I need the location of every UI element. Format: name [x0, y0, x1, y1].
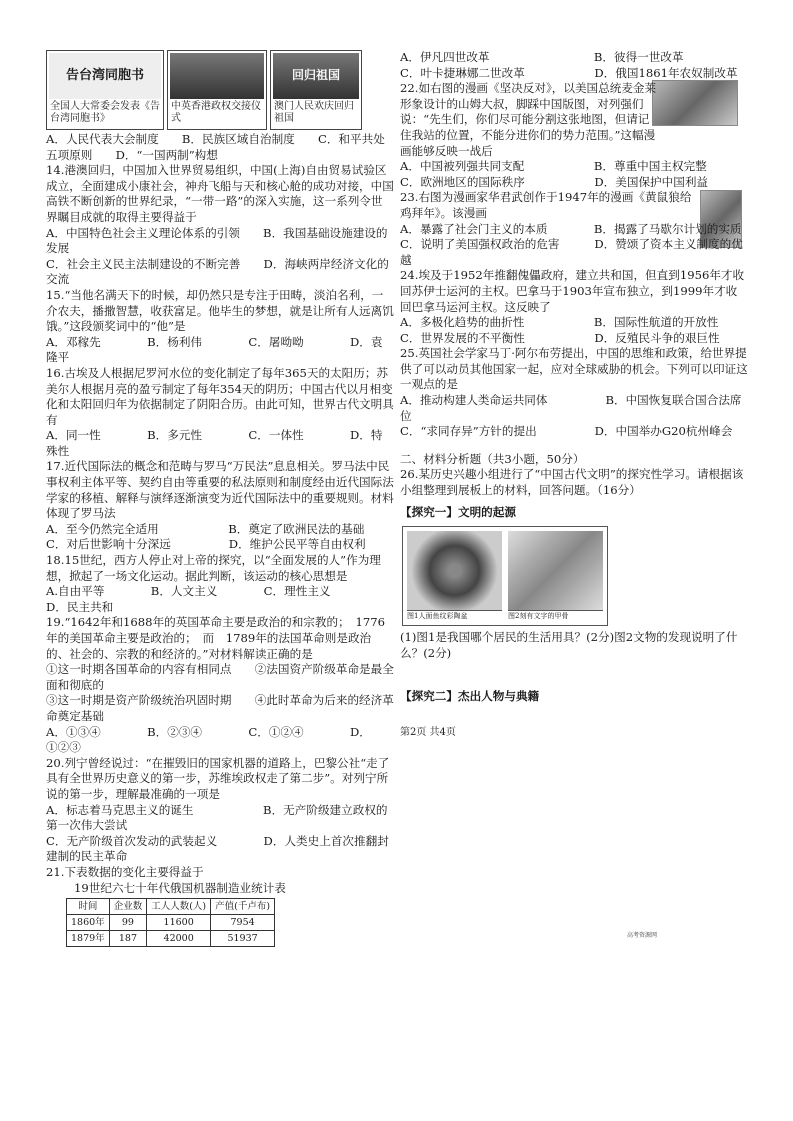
- explore-one-heading: 【探究一】文明的起源: [400, 504, 516, 519]
- option-line: A．伊凡四世改革 B．彼得一世改革: [400, 50, 684, 64]
- option-line: A．①③④ B．②③④ C．①②④ D．①②③: [46, 724, 371, 755]
- table-cell: 42000: [147, 931, 211, 947]
- left-column: [46, 50, 394, 947]
- stats-table: [66, 898, 275, 947]
- option-line: C．世界发展的不平衡性 D．反殖民斗争的艰巨性: [400, 330, 720, 345]
- table-header: 时间: [67, 899, 110, 915]
- question-22: 22.如右图的漫画《坚决反对》，以美国总统麦金莱形象设计的山姆大叔，脚踩中国版图，对列强们说：“先生们，你们尽可能分割这张地图，但请记住我站的位置，不能分进你们的势力范围。”这幅漫画能够反映一战后: [400, 81, 657, 158]
- statement-line: ③这一时期是资产阶级统治巩固时期 ④此时革命为后来的经济革命奠定基础: [46, 693, 394, 723]
- question-23: 23.右图为漫画家华君武创作于1947年的漫画《黄鼠狼给鸡拜年》。该漫画: [400, 190, 692, 220]
- question-14: 14.港澳回归，中国加入世界贸易组织，中国(上海)自由贸易试验区成立，全面建成小康社会，神舟飞船与天和核心舱的成功对接，中国高铁不断创新的世界纪录，“一带一路”的深入实施，这一系列令世界瞩目成就的取得主要得益于: [46, 163, 394, 224]
- source-stamp: 高考资源网: [627, 932, 658, 939]
- option-line: C．社会主义民主法制建设的不断完善 D．海峡两岸经济文化的交流: [46, 256, 389, 287]
- photo-caption: 中英香港政权交接仪式: [168, 99, 266, 129]
- table-header: 产值(千卢布): [211, 899, 275, 915]
- pottery-basin-image: [407, 531, 502, 610]
- table-cell: 1879年: [67, 931, 110, 947]
- photo-macau-return: [270, 50, 362, 130]
- option-line: C．无产阶级首次发动的武装起义 D．人类史上首次推翻封建制的民主革命: [46, 833, 389, 864]
- photo-caption: 全国人大常委会发表《告台湾同胞书》: [47, 99, 163, 129]
- oracle-bone-image: [508, 531, 603, 610]
- statement-line: ①这一时期各国革命的内容有相同点 ②法国资产阶级革命是最全面和彻底的: [46, 662, 394, 692]
- table-header: 工人人数(人): [147, 899, 211, 915]
- section-heading: 二、材料分析题（共3小题，50分）: [400, 451, 585, 466]
- option-line: A．至今仍然完全适用 B．奠定了欧洲民法的基础: [46, 521, 365, 536]
- option-line: A．同一性 B．多元性 C．一体性 D．特殊性: [46, 428, 383, 458]
- question-25: 25.英国社会学家马丁·阿尔布劳提出，中国的思维和政策，给世界提供了可以动员其他国家一起，应对全球威胁的机会。下列可以印证这一观点的是: [400, 346, 748, 392]
- figure-pottery-basin: [407, 531, 502, 621]
- line: A．人民代表大会制度 B．民族区域自治制度 C．和平共处五项原则 D．“一国两制”构想: [46, 132, 385, 162]
- photo-taiwan-letter: [46, 50, 164, 130]
- table-cell: 11600: [147, 915, 211, 931]
- page-number: 第2页 共4页: [400, 727, 456, 738]
- photo-hk-handover: [167, 50, 267, 130]
- option-line: A．暴露了社会门主义的本质 B．揭露了马歇尔计划的实质: [400, 221, 742, 236]
- question-26: 26.某历史兴趣小组进行了“中国古代文明”的探究性学习。请根据该小组整理到展板上的材料，回答问题。（16分）: [400, 467, 744, 498]
- table-header: 企业数: [109, 899, 147, 915]
- table-row: [67, 931, 275, 947]
- option-line: A.自由平等 B．人文主义 C．理性主义 D．民主共和: [46, 584, 377, 614]
- option-line: C．对后世影响十分深远 D．维护公民平等自由权利: [46, 537, 366, 552]
- explore-two-heading: 【探究二】杰出人物与典籍: [400, 689, 540, 704]
- question-16: 16.古埃及人根据尼罗河水位的变化制定了每年365天的太阳历；苏美尔人根据月亮的盈亏制定了每年354天的阴历；中国古代以月相变化和太阳回归年为依据制定了阴阳合历。由此可知，世界古代文明具有: [46, 365, 394, 427]
- option-line: A．邓稼先 B．杨利伟 C．屠呦呦 D．袁隆平: [46, 334, 383, 365]
- question-20: 20.列宁曾经说过：“在摧毁旧的国家机器的道路上，巴黎公社“走了具有全世界历史意义的第一步，苏维埃政权走了第二步”。对列宁所说的第一步，理解最准确的一项是: [46, 755, 390, 801]
- option-line: A．中国特色社会主义理论体系的引领 B．我国基础设施建设的发展: [46, 225, 388, 256]
- banner-text: 回归祖国: [273, 53, 359, 99]
- table-title: 19世纪六七十年代俄国机器制造业统计表: [74, 880, 286, 895]
- option-line: A．推动构建人类命运共同体 B．中国恢复联合国合法席位: [400, 393, 742, 423]
- figure-caption: 图2刻有文字的甲骨: [508, 610, 603, 621]
- option-line: C．欧洲地区的国际秩序 D．美国保护中国利益: [400, 174, 709, 189]
- newspaper-headline: 告台湾同胞书: [49, 53, 161, 99]
- table-cell: 7954: [211, 915, 275, 931]
- question-24: 24.埃及于1952年推翻傀儡政府，建立共和国，但直到1956年才收回苏伊士运河的主权。巴拿马于1903年宣布独立，到1999年才收回巴拿马运河主权。这反映了: [400, 268, 745, 314]
- option-line: C．叶卡捷琳娜二世改革 D．俄国1861年农奴制改革: [400, 65, 738, 80]
- right-column: [400, 50, 748, 705]
- question-21: 21.下表数据的变化主要得益于: [46, 864, 204, 879]
- table-header-row: [67, 899, 275, 915]
- table-row: [67, 915, 275, 931]
- table-cell: 1860年: [67, 915, 110, 931]
- figure-oracle-bone: [508, 531, 603, 621]
- option-line: C．说明了美国强权政治的危害 D．赞颂了资本主义制度的优越: [400, 237, 743, 267]
- option-line: A．多极化趋势的曲折性 B．国际性航道的开放性: [400, 315, 719, 330]
- option-line: C．“求同存异”方针的提出 D．中国举办G20杭州峰会: [400, 424, 733, 439]
- question-18: 18.15世纪，西方人停止对上帝的探究，以“全面发展的人”作为理想，掀起了一场文化运动。据此判断，该运动的核心思想是: [46, 553, 381, 583]
- photo-image: [170, 53, 264, 99]
- option-line: A．中国被列强共同支配 B．尊重中国主权完整: [400, 159, 707, 174]
- question-17: 17.近代国际法的概念和范畴与罗马“万民法”息息相关。罗马法中民事权利主体平等、契约自由等重要的私法原则和制度经由近代国际法学家的移植、解释与演绎逐渐演变为近代国际法中的重要规则。材料体现了罗马法: [46, 459, 394, 521]
- sub-question-1: (1)图1是我国哪个居民的生活用具？(2分)图2文物的发现说明了什么？(2分): [400, 630, 738, 660]
- figure-panel: [402, 526, 608, 626]
- option-line: A．标志着马克思主义的诞生 B．无产阶级建立政权的第一次伟大尝试: [46, 802, 388, 833]
- question-15: 15.“当他名满天下的时候，却仍然只是专注于田畴，淡泊名利，一介农夫，播撒智慧，收获富足。他毕生的梦想，就是让所有人远离饥饿。”这段颁奖词中的“他”是: [46, 287, 394, 334]
- table-cell: 187: [109, 931, 147, 947]
- photo-strip: [46, 50, 394, 130]
- photo-caption: 澳门人民欢庆回归祖国: [271, 99, 361, 129]
- question-19: 19.“1642年和1688年的英国革命主要是政治的和宗教的； 1776年的美国革命主要是政治的； 而 1789年的法国革命则是政治的、社会的、宗教的和经济的。”对材料解读正确的是: [46, 615, 385, 661]
- table-cell: 51937: [211, 931, 275, 947]
- figure-caption: 图1人面鱼纹彩陶盆: [407, 610, 502, 621]
- table-cell: 99: [109, 915, 147, 931]
